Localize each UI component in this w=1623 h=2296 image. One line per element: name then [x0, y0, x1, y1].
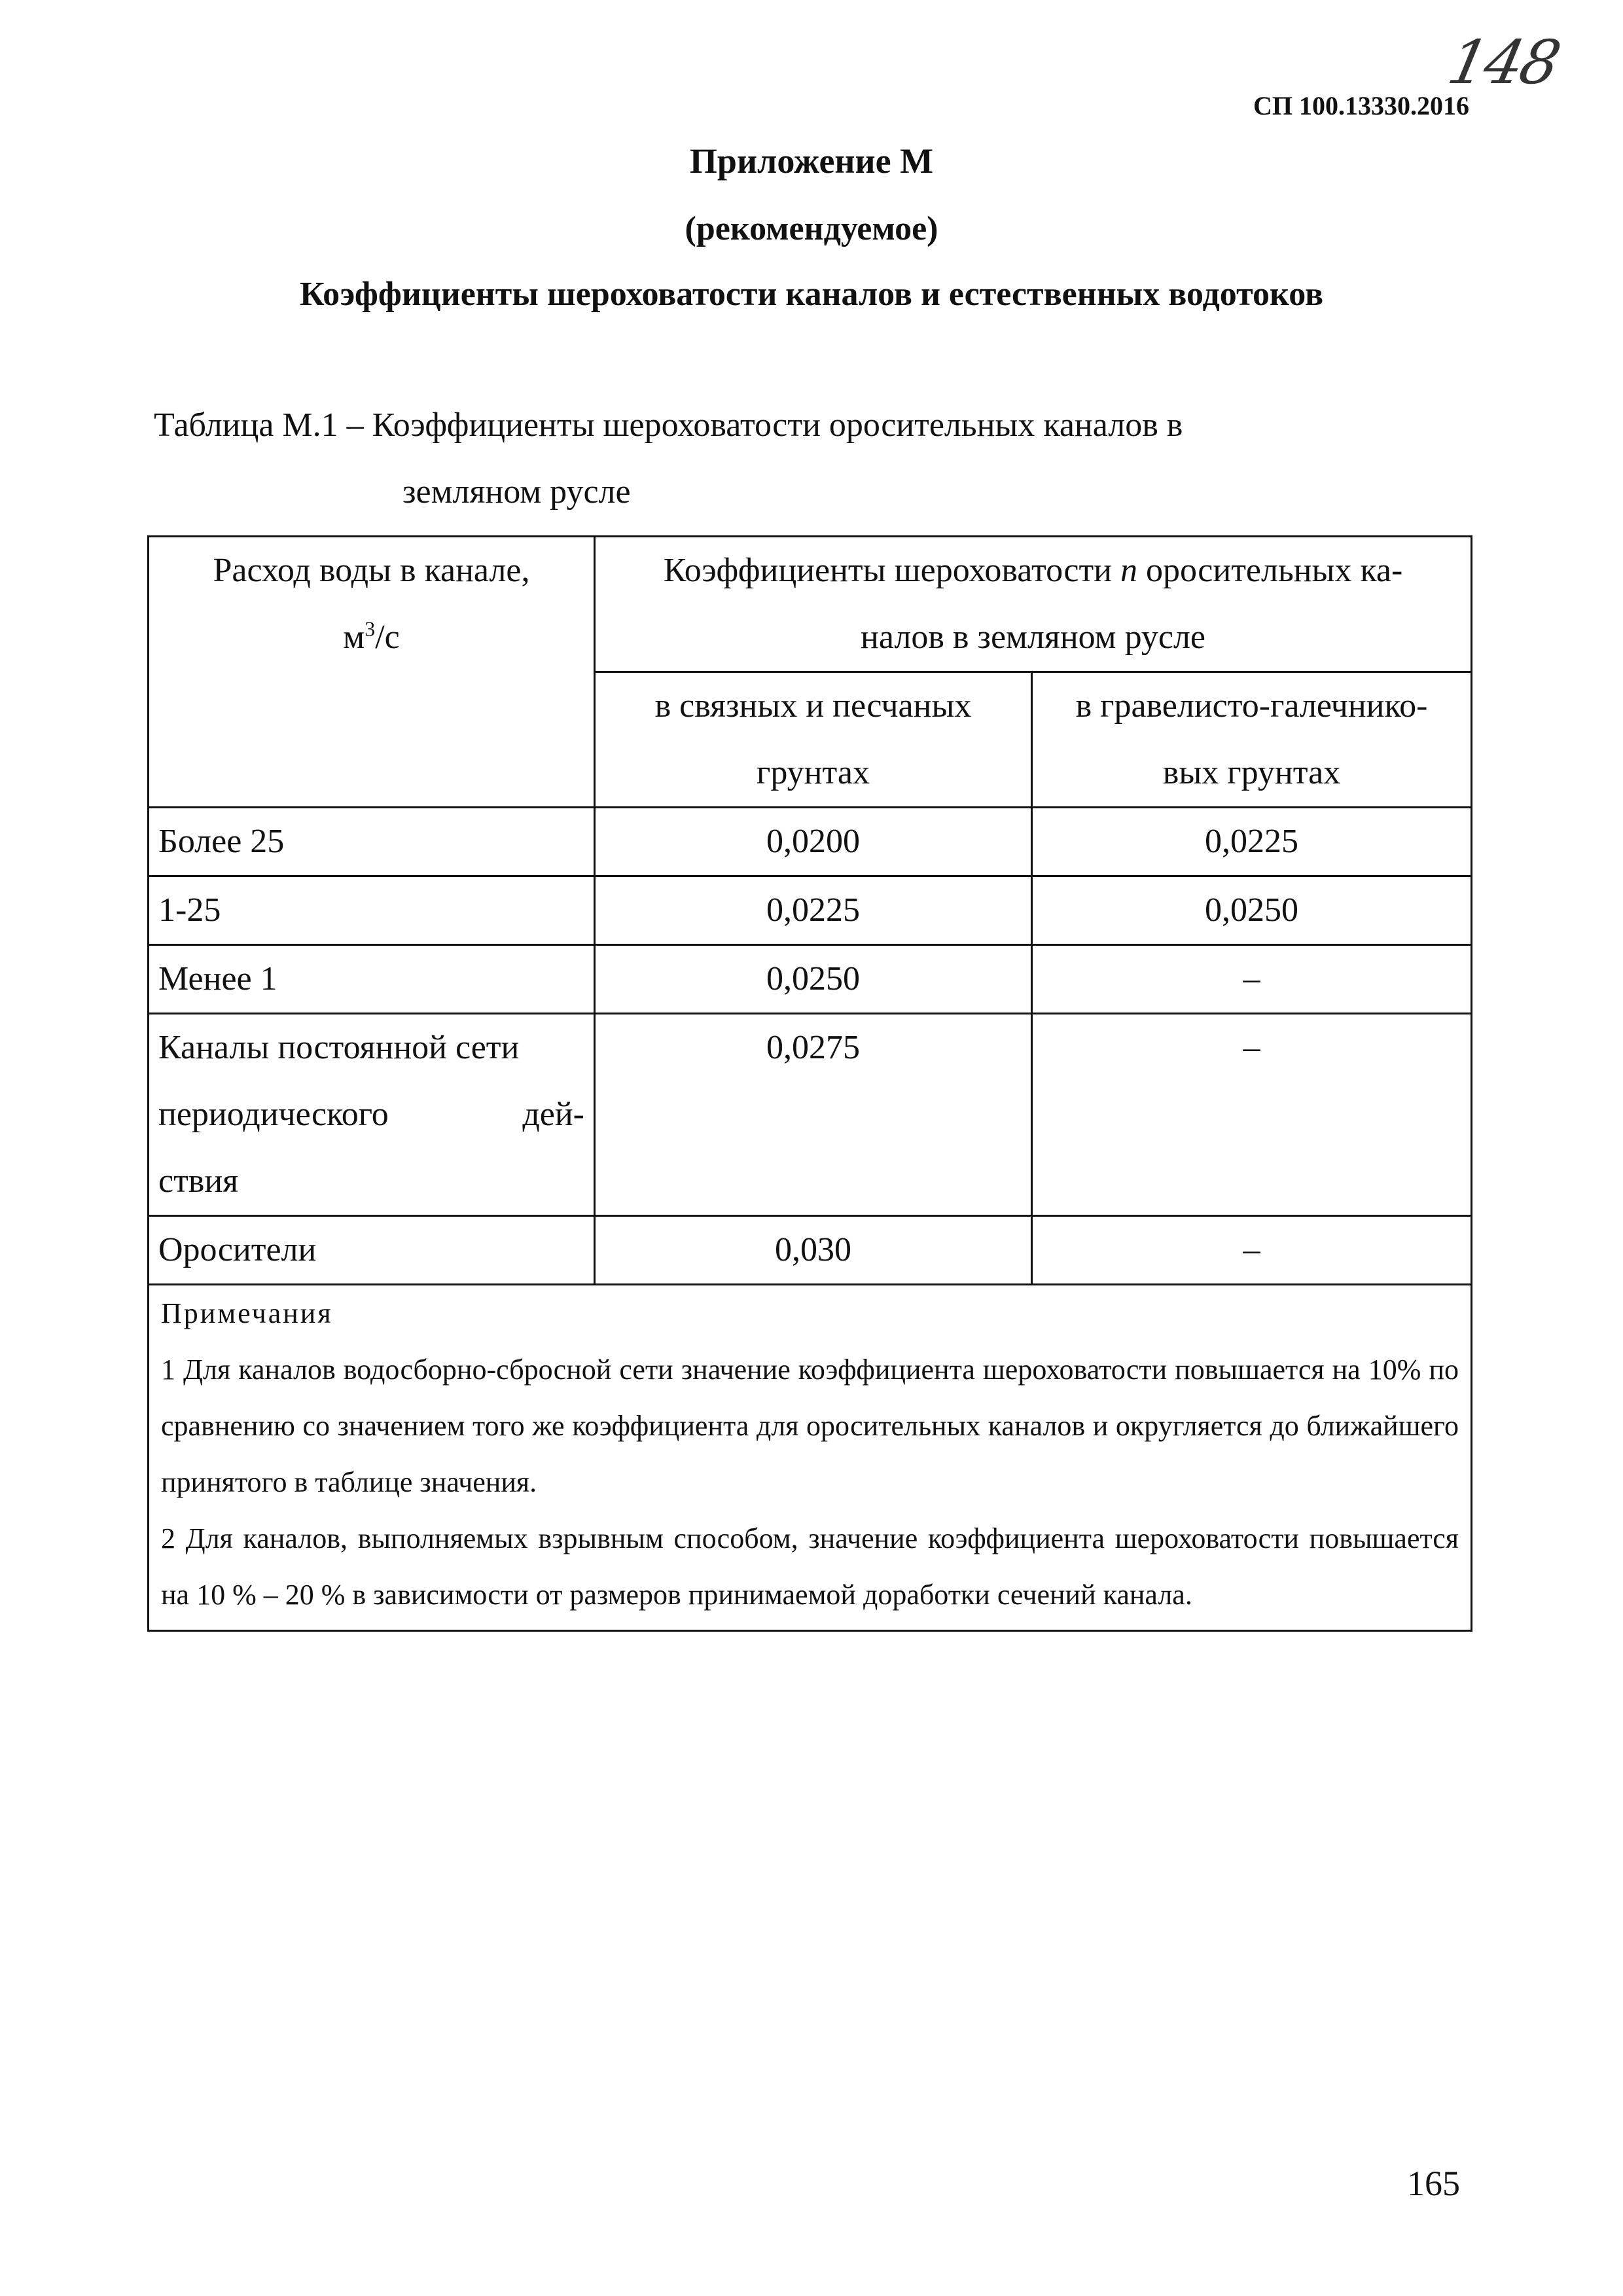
row-flow: Оросители [149, 1216, 595, 1285]
header-coefficients-line1: Коэффициенты шероховатости n оросительных ка- [663, 552, 1403, 589]
row-flow-line1: Каналы постоянной сети [158, 1029, 520, 1066]
row-value-gravel: 0,0225 [1032, 808, 1472, 876]
notes [149, 1285, 1472, 1631]
roughness-table [147, 535, 1472, 1632]
appendix-status: (рекомендуемое) [685, 210, 938, 247]
row-flow: Более 25 [149, 808, 595, 876]
row-flow-line3: ствия [158, 1162, 239, 1200]
table-row [149, 876, 1472, 945]
note-1: 1 Для каналов водосборно-сбросной сети значение коэффициента шероховатости повышается на 10% по сравнению со значением того же коэффициента для оросительных каналов и округляется до ближайшего принятого в таблице значения. [161, 1354, 1459, 1498]
table-caption-line1: Таблица М.1 – Коэффициенты шероховатости оросительных каналов в [154, 406, 1183, 444]
row-flow: 1-25 [149, 876, 595, 945]
row-value-gravel: – [1032, 1014, 1472, 1216]
page-number: 165 [1407, 2164, 1460, 2203]
row-value-cohesive: 0,030 [595, 1216, 1032, 1285]
notes-title: Примечания [161, 1297, 333, 1329]
header-flow [149, 537, 595, 808]
row-value-gravel: – [1032, 1216, 1472, 1285]
subheader-cohesive-sandy: в связных и песчаных грунтах [595, 672, 1032, 808]
table-row [149, 1014, 1472, 1216]
notes-row [149, 1285, 1472, 1631]
table-row [149, 945, 1472, 1014]
table-caption-line2: земляном русле [402, 473, 631, 511]
row-flow [149, 1014, 595, 1216]
row-value-cohesive: 0,0225 [595, 876, 1032, 945]
header-coefficients [595, 537, 1472, 672]
note-2: 2 Для каналов, выполняемых взрывным способом, значение коэффициента шероховатости повышается на 10 % – 20 % в зависимости от размеров принимаемой доработки сечений канала. [161, 1522, 1459, 1611]
header-coefficients-line2: налов в земляном русле [861, 619, 1205, 656]
row-flow-line2: периодического дей- [158, 1096, 584, 1133]
appendix-title: Приложение М [689, 141, 934, 181]
row-value-cohesive: 0,0275 [595, 1014, 1032, 1216]
table-row [149, 808, 1472, 876]
document-code: СП 100.13330.2016 [1253, 91, 1469, 120]
table-row [149, 1216, 1472, 1285]
handwritten-sheet-number: 148 [1442, 27, 1564, 98]
appendix-subject: Коэффициенты шероховатости каналов и естественных водотоков [299, 276, 1324, 313]
row-value-cohesive: 0,0250 [595, 945, 1032, 1014]
row-value-gravel: – [1032, 945, 1472, 1014]
header-flow-line1: Расход воды в канале, [213, 552, 530, 589]
row-value-cohesive: 0,0200 [595, 808, 1032, 876]
row-value-gravel: 0,0250 [1032, 876, 1472, 945]
subheader-gravel-pebble: в гравелисто-галечнико- вых грунтах [1032, 672, 1472, 808]
row-flow: Менее 1 [149, 945, 595, 1014]
table-header-row [149, 537, 1472, 672]
header-flow-unit: $м^3/с$ [343, 617, 400, 656]
